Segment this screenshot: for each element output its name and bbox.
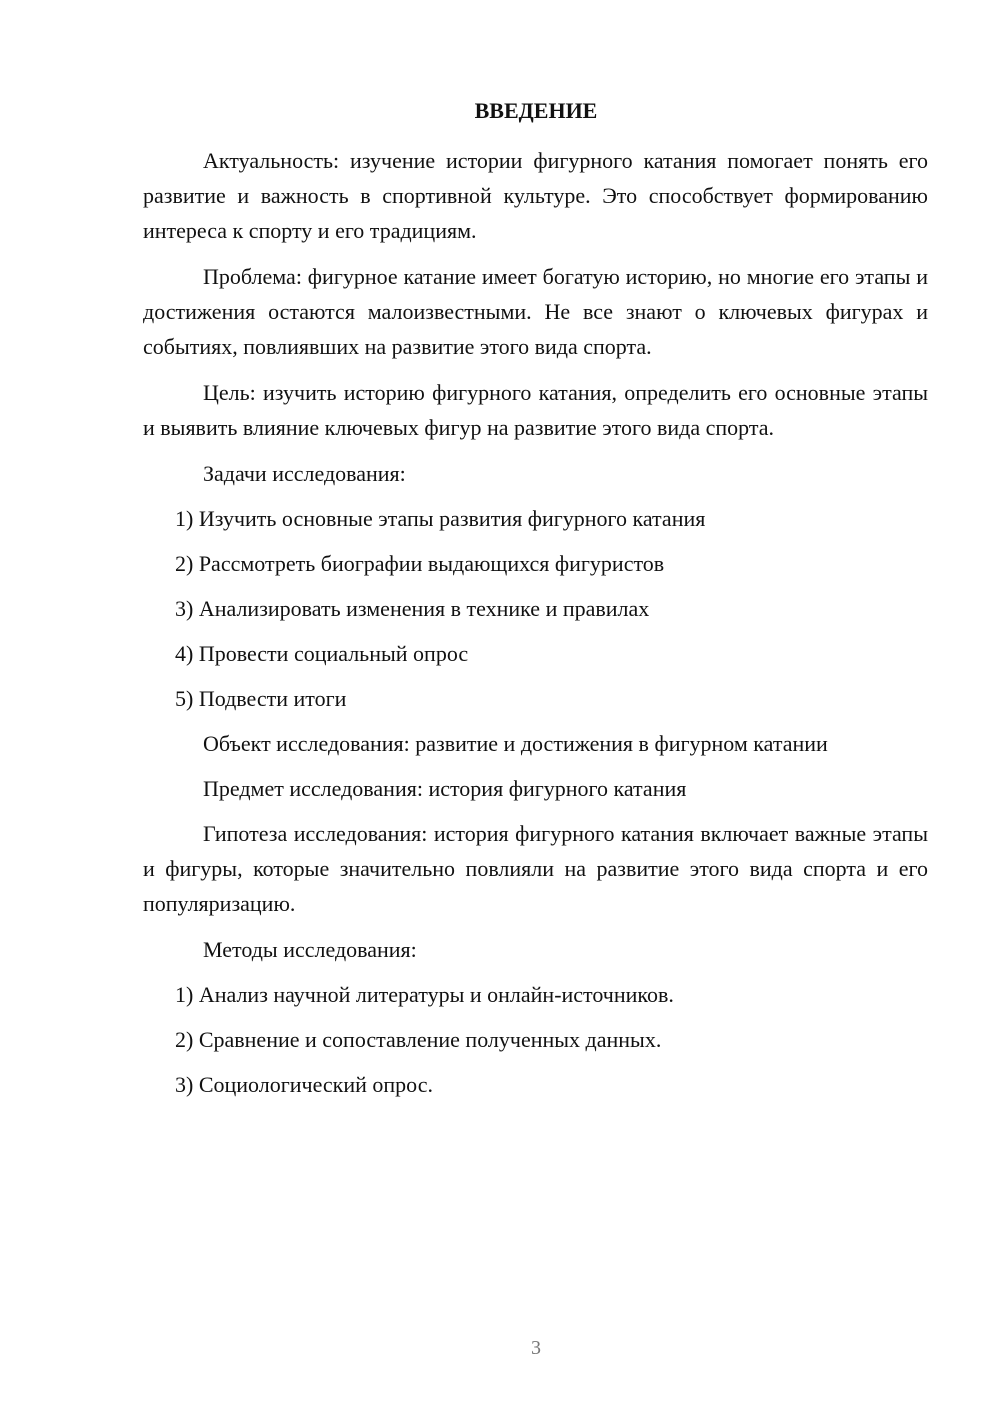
method-item: 3) Социологический опрос. bbox=[175, 1072, 433, 1097]
methods-heading: Методы исследования: bbox=[203, 937, 417, 962]
subject-paragraph: Предмет исследования: история фигурного катания bbox=[203, 776, 687, 801]
document-body bbox=[143, 143, 928, 1112]
relevance-paragraph: Актуальность: изучение истории фигурного катания помогает понять его развитие и важность в спортивной культуре. Это способствует формированию интереса к спорту и его традициям. bbox=[143, 148, 928, 243]
method-item: 1) Анализ научной литературы и онлайн-источников. bbox=[175, 982, 674, 1007]
task-item: 2) Рассмотреть биографии выдающихся фигуристов bbox=[175, 551, 665, 576]
goal-paragraph: Цель: изучить историю фигурного катания, определить его основные этапы и выявить влияние ключевых фигур на развитие этого вида спорта. bbox=[143, 380, 928, 440]
page-title: ВВЕДЕНИЕ bbox=[474, 98, 598, 123]
task-item: 4) Провести социальный опрос bbox=[175, 641, 469, 666]
object-paragraph: Объект исследования: развитие и достижения в фигурном катании bbox=[203, 731, 828, 756]
task-item: 5) Подвести итоги bbox=[175, 686, 347, 711]
hypothesis-paragraph: Гипотеза исследования: история фигурного катания включает важные этапы и фигуры, которые значительно повлияли на развитие этого вида спорта и его популяризацию. bbox=[143, 821, 928, 916]
tasks-heading: Задачи исследования: bbox=[203, 461, 406, 486]
page-number: 3 bbox=[531, 1337, 541, 1359]
problem-paragraph: Проблема: фигурное катание имеет богатую историю, но многие его этапы и достижения остаются малоизвестными. Не все знают о ключевых фигурах и событиях, повлиявших на развитие этого вида спорта. bbox=[143, 264, 928, 359]
method-item: 2) Сравнение и сопоставление полученных данных. bbox=[175, 1027, 662, 1052]
task-item: 1) Изучить основные этапы развития фигурного катания bbox=[175, 506, 706, 531]
task-item: 3) Анализировать изменения в технике и правилах bbox=[175, 596, 650, 621]
